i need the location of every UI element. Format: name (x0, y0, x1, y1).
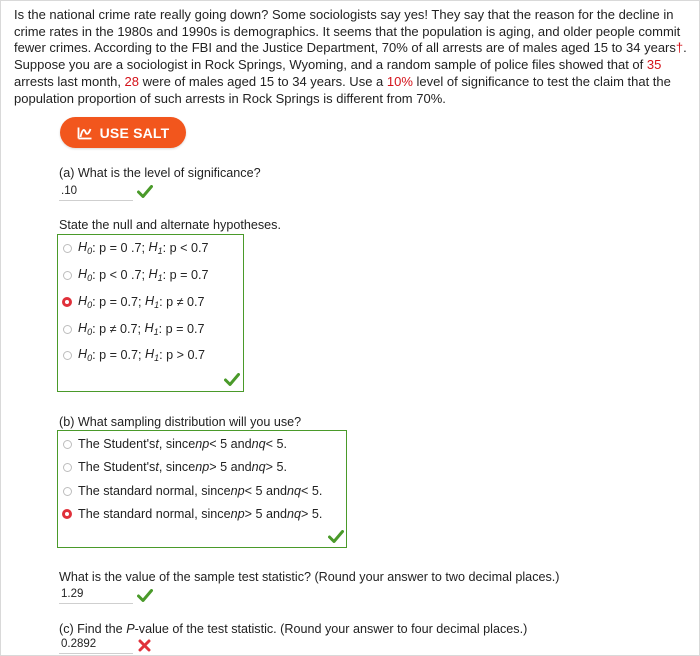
problem-text-3: arrests last month, (14, 73, 125, 89)
option-text: > 5 and (244, 507, 287, 521)
problem-text-4: were of males aged 15 to 34 years. Use a (139, 73, 387, 89)
h1-statement: p = 0.7 (165, 322, 205, 336)
correct-check-icon (137, 589, 153, 602)
salt-icon (77, 126, 93, 140)
distribution-option-3[interactable] (63, 482, 322, 500)
h0-symbol: $H_0$ (78, 321, 93, 337)
distribution-option-1[interactable] (63, 435, 287, 453)
radio-button[interactable] (63, 487, 72, 496)
option-dist: t (155, 460, 159, 474)
option-text: > 5. (301, 507, 323, 521)
sample-size-value: 35 (646, 57, 662, 73)
use-salt-label: USE SALT (99, 124, 170, 141)
part-a-question: (a) What is the level of significance? (59, 166, 261, 180)
hypotheses-question: State the null and alternate hypotheses. (59, 218, 281, 232)
incorrect-x-icon (138, 639, 151, 652)
option-text: The standard normal, since (78, 507, 231, 521)
part-b-question: (b) What sampling distribution will you use? (59, 415, 302, 429)
radio-button[interactable] (63, 244, 72, 253)
option-nq: nq (287, 484, 302, 498)
p-variable: P (126, 622, 135, 636)
part-c-question (59, 622, 527, 636)
option-text: > 5 and (209, 460, 252, 474)
radio-button[interactable] (63, 351, 72, 360)
h1-symbol: $H_1$ (145, 294, 160, 310)
h1-symbol: $H_1$ (144, 321, 159, 337)
h0-symbol: $H_0$ (78, 294, 93, 310)
h0-symbol: $H_0$ (78, 267, 93, 283)
problem-statement (14, 7, 690, 107)
success-count-value: 28 (124, 73, 140, 89)
problem-text-5: level of significance to test the claim that the population proportion of such arrests in Rock Springs is different from 70%. (14, 73, 671, 106)
h1-statement: p > 0.7 (166, 348, 205, 362)
option-nq: nq (251, 437, 266, 451)
option-dist: t (155, 437, 159, 451)
correct-check-icon (328, 530, 344, 543)
radio-button[interactable] (63, 440, 72, 449)
problem-text-1: Is the national crime rate really going down? Some sociologists say yes! They say that the reason for the decline in crime rates in the 1980s and 1990s is demographics. It seems that the population is aging, and older people commit fewer crimes. According to the FBI and the Justice Department, 70% of all arrests are of males aged 15 to 34 years (14, 7, 681, 56)
problem-text-2: . Suppose you are a sociologist in Rock Springs, Wyoming, and a random sample of police files showed that of (14, 40, 687, 73)
significance-input[interactable]: .10 (59, 184, 133, 201)
h1-symbol: $H_1$ (148, 267, 163, 283)
h0-statement: p ≠ 0.7; (99, 322, 142, 336)
distribution-options-box (57, 430, 347, 548)
option-text: , since (158, 437, 196, 451)
hypothesis-option-5[interactable]: $H_0$ : p = 0.7; $H_1$ : p > 0.7 (63, 346, 205, 364)
radio-button[interactable] (63, 271, 72, 280)
option-np: np (230, 484, 245, 498)
p-value-input[interactable]: 0.2892 (59, 637, 133, 654)
option-text: < 5 and (244, 484, 287, 498)
radio-button[interactable] (63, 325, 72, 334)
option-text: The Student's (78, 437, 156, 451)
option-nq: nq (251, 460, 266, 474)
h1-statement: p < 0.7 (169, 241, 209, 255)
h0-statement: p < 0 .7; (99, 268, 145, 282)
option-text: > 5. (265, 460, 287, 474)
h0-symbol: $H_0$ (78, 347, 93, 363)
test-statistic-input[interactable]: 1.29 (59, 587, 133, 604)
hypothesis-option-1[interactable]: $H_0$ : p = 0 .7; $H_1$ : p < 0.7 (63, 239, 209, 257)
use-salt-button[interactable] (60, 117, 186, 148)
h1-statement: p ≠ 0.7 (166, 295, 205, 309)
h1-symbol: $H_1$ (145, 347, 160, 363)
h1-statement: p = 0.7 (169, 268, 209, 282)
option-text: < 5. (265, 437, 287, 451)
h1-symbol: $H_1$ (148, 240, 163, 256)
footnote-dagger[interactable]: † (675, 40, 684, 56)
correct-check-icon (224, 373, 240, 386)
h0-statement: p = 0 .7; (99, 241, 145, 255)
h0-statement: p = 0.7; (99, 295, 142, 309)
hypothesis-option-3[interactable]: $H_0$ : p = 0.7; $H_1$ : p ≠ 0.7 (63, 293, 205, 311)
h0-symbol: $H_0$ (78, 240, 93, 256)
hypothesis-option-4[interactable]: $H_0$ : p ≠ 0.7; $H_1$ : p = 0.7 (63, 320, 205, 338)
correct-check-icon (137, 185, 153, 198)
significance-value: 10% (386, 73, 413, 89)
distribution-option-4[interactable] (63, 505, 322, 523)
option-text: , since (158, 460, 196, 474)
part-c-text: -value of the test statistic. (Round your answer to four decimal places.) (134, 622, 528, 636)
option-nq: nq (287, 507, 302, 521)
distribution-option-2[interactable] (63, 458, 287, 476)
test-statistic-question: What is the value of the sample test statistic? (Round your answer to two decimal places.) (59, 570, 560, 584)
option-text: < 5 and (209, 437, 252, 451)
option-text: < 5. (301, 484, 323, 498)
hypothesis-option-2[interactable]: $H_0$ : p < 0 .7; $H_1$ : p = 0.7 (63, 266, 209, 284)
h0-statement: p = 0.7; (99, 348, 142, 362)
option-np: np (230, 507, 245, 521)
option-np: np (195, 437, 210, 451)
option-text: The standard normal, since (78, 484, 231, 498)
option-text: The Student's (78, 460, 156, 474)
radio-button[interactable] (63, 463, 72, 472)
part-c-text: (c) Find the (59, 622, 127, 636)
radio-button-selected[interactable] (62, 509, 72, 519)
hypotheses-options-box (57, 234, 244, 392)
option-np: np (195, 460, 210, 474)
radio-button-selected[interactable] (62, 297, 72, 307)
